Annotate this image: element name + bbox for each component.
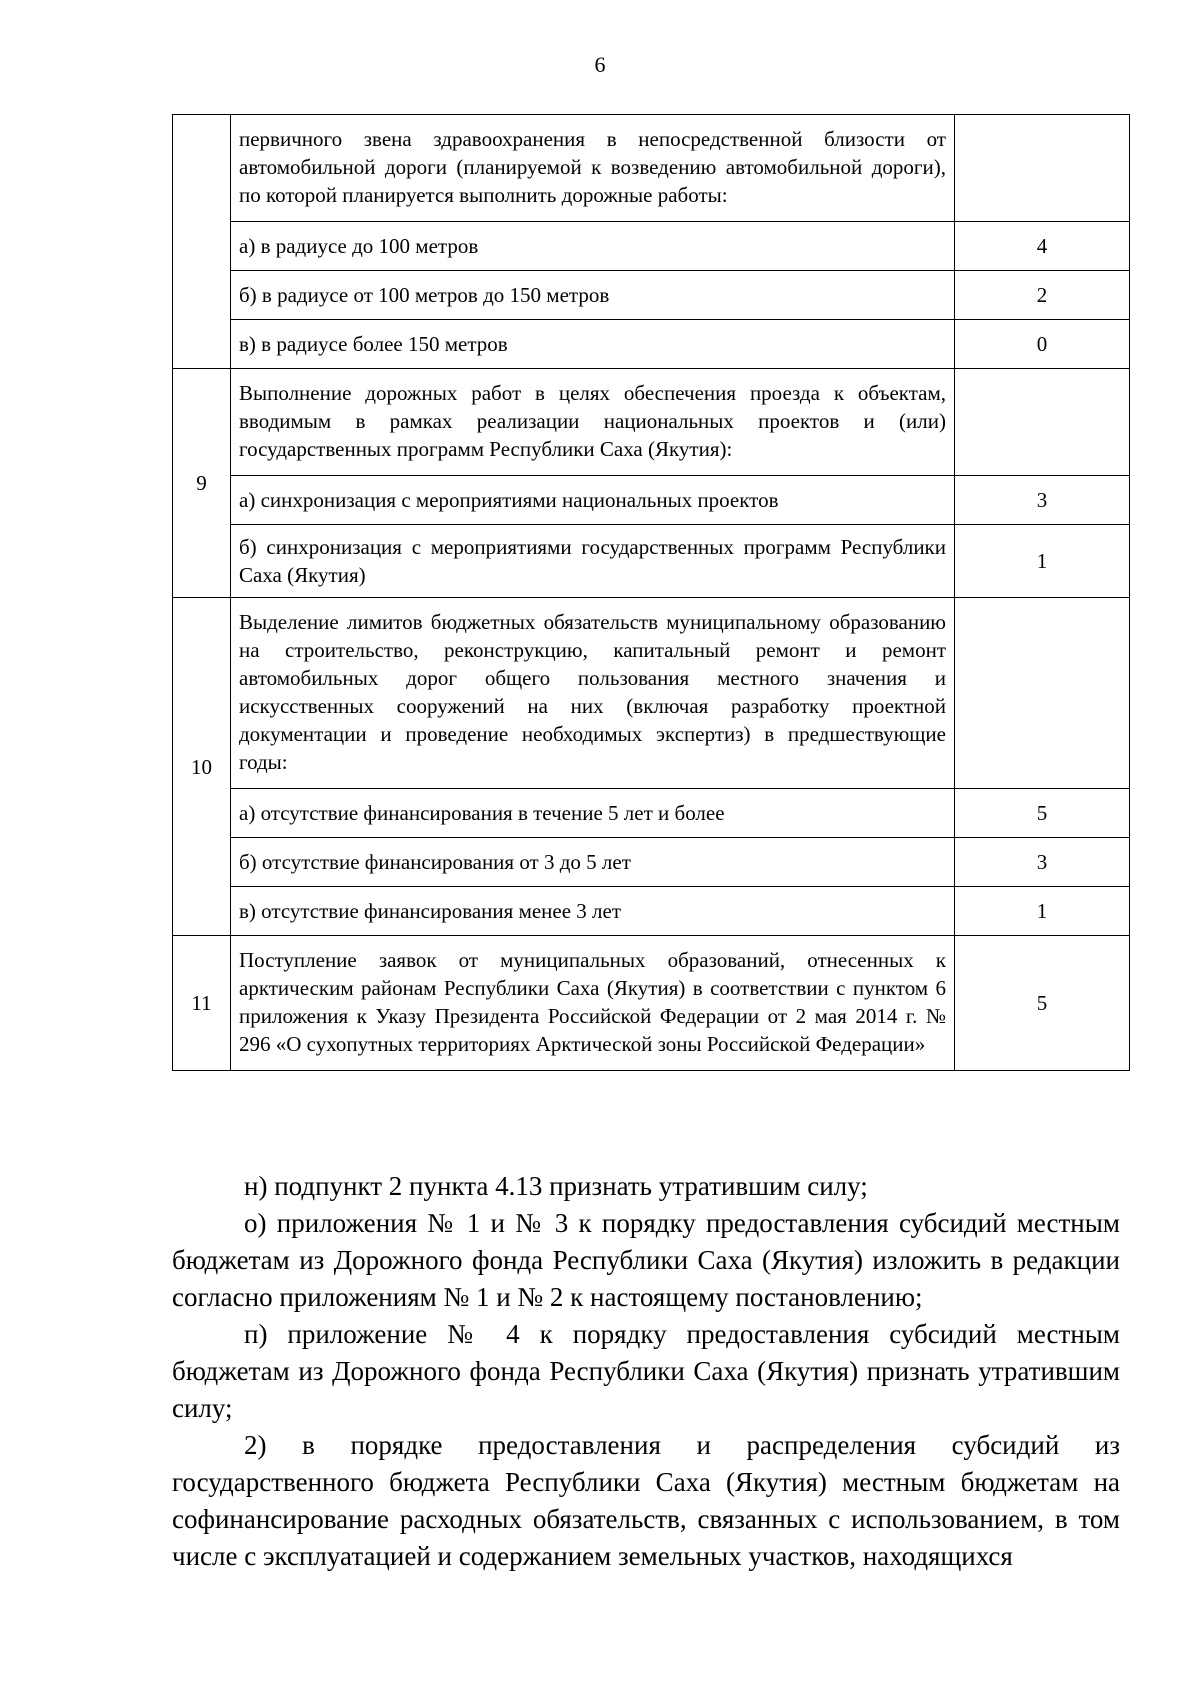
criterion-number [173,115,231,369]
table-row [173,115,1130,222]
option-score: 3 [955,838,1130,887]
table-row [173,789,1130,838]
criterion-description: Выделение лимитов бюджетных обязательств муниципальному образованию на строительство, реконструкцию, капитальный ремонт и ремонт автомобильных дорог общего пользования местного значения и искусственных сооружений на них (включая разработку проектной документации и проведение необходимых экспертиз) в предшествующие годы: [231,598,955,789]
criterion-option: б) в радиусе от 100 метров до 150 метров [231,271,955,320]
option-score: 5 [955,789,1130,838]
criterion-option: б) отсутствие финансирования от 3 до 5 лет [231,838,955,887]
paragraph-o: о) приложения № 1 и № 3 к порядку предоставления субсидий местным бюджетам из Дорожного фонда Республики Саха (Якутия) изложить в редакции согласно приложениям № 1 и № 2 к настоящему постановлению; [172,1208,1120,1312]
criterion-score: 5 [955,936,1130,1071]
option-score: 4 [955,222,1130,271]
table-row [173,936,1130,1071]
criterion-score [955,598,1130,789]
criteria-table [172,114,1130,1071]
option-score: 2 [955,271,1130,320]
paragraph-n: н) подпункт 2 пункта 4.13 признать утратившим силу; [244,1171,868,1201]
criterion-score [955,115,1130,222]
paragraph-p: п) приложение № 4 к порядку предоставления субсидий местным бюджетам из Дорожного фонда Республики Саха (Якутия) признать утратившим силу; [172,1319,1120,1423]
table-row [173,525,1130,598]
table-row [173,598,1130,789]
table-row [173,887,1130,936]
table-row [173,369,1130,476]
criterion-description: первичного звена здравоохранения в непосредственной близости от автомобильной дороги (планируемой к возведению автомобильной дороги), по которой планируется выполнить дорожные работы: [231,115,955,222]
criterion-option: в) в радиусе более 150 метров [231,320,955,369]
criterion-option: в) отсутствие финансирования менее 3 лет [231,887,955,936]
page-number: 6 [594,52,606,77]
criterion-description: Поступление заявок от муниципальных образований, отнесенных к арктическим районам Республики Саха (Якутия) в соответствии с пунктом 6 приложения к Указу Президента Российской Федерации от 2 мая 2014 г. № 296 «О сухопутных территориях Арктической зоны Российской Федерации» [231,936,955,1071]
criterion-option: б) синхронизация с мероприятиями государственных программ Республики Саха (Якутия) [231,525,955,598]
criterion-number: 10 [173,598,231,936]
criterion-score [955,369,1130,476]
criterion-option: а) синхронизация с мероприятиями национальных проектов [231,476,955,525]
table-row [173,271,1130,320]
option-score: 0 [955,320,1130,369]
table-row [173,838,1130,887]
option-score: 1 [955,887,1130,936]
option-score: 3 [955,476,1130,525]
document-body [172,1168,1120,1575]
table-row [173,476,1130,525]
criterion-number: 11 [173,936,231,1071]
criterion-option: а) в радиусе до 100 метров [231,222,955,271]
criterion-description: Выполнение дорожных работ в целях обеспечения проезда к объектам, вводимым в рамках реализации национальных проектов и (или) государственных программ Республики Саха (Якутия): [231,369,955,476]
option-score: 1 [955,525,1130,598]
table-row [173,320,1130,369]
criterion-option: а) отсутствие финансирования в течение 5 лет и более [231,789,955,838]
table-row [173,222,1130,271]
paragraph-2: 2) в порядке предоставления и распределения субсидий из государственного бюджета Республики Саха (Якутия) местным бюджетам на софинансирование расходных обязательств, связанных с использованием, в том числе с эксплуатацией и содержанием земельных участков, находящихся [172,1430,1120,1571]
criterion-number: 9 [173,369,231,598]
